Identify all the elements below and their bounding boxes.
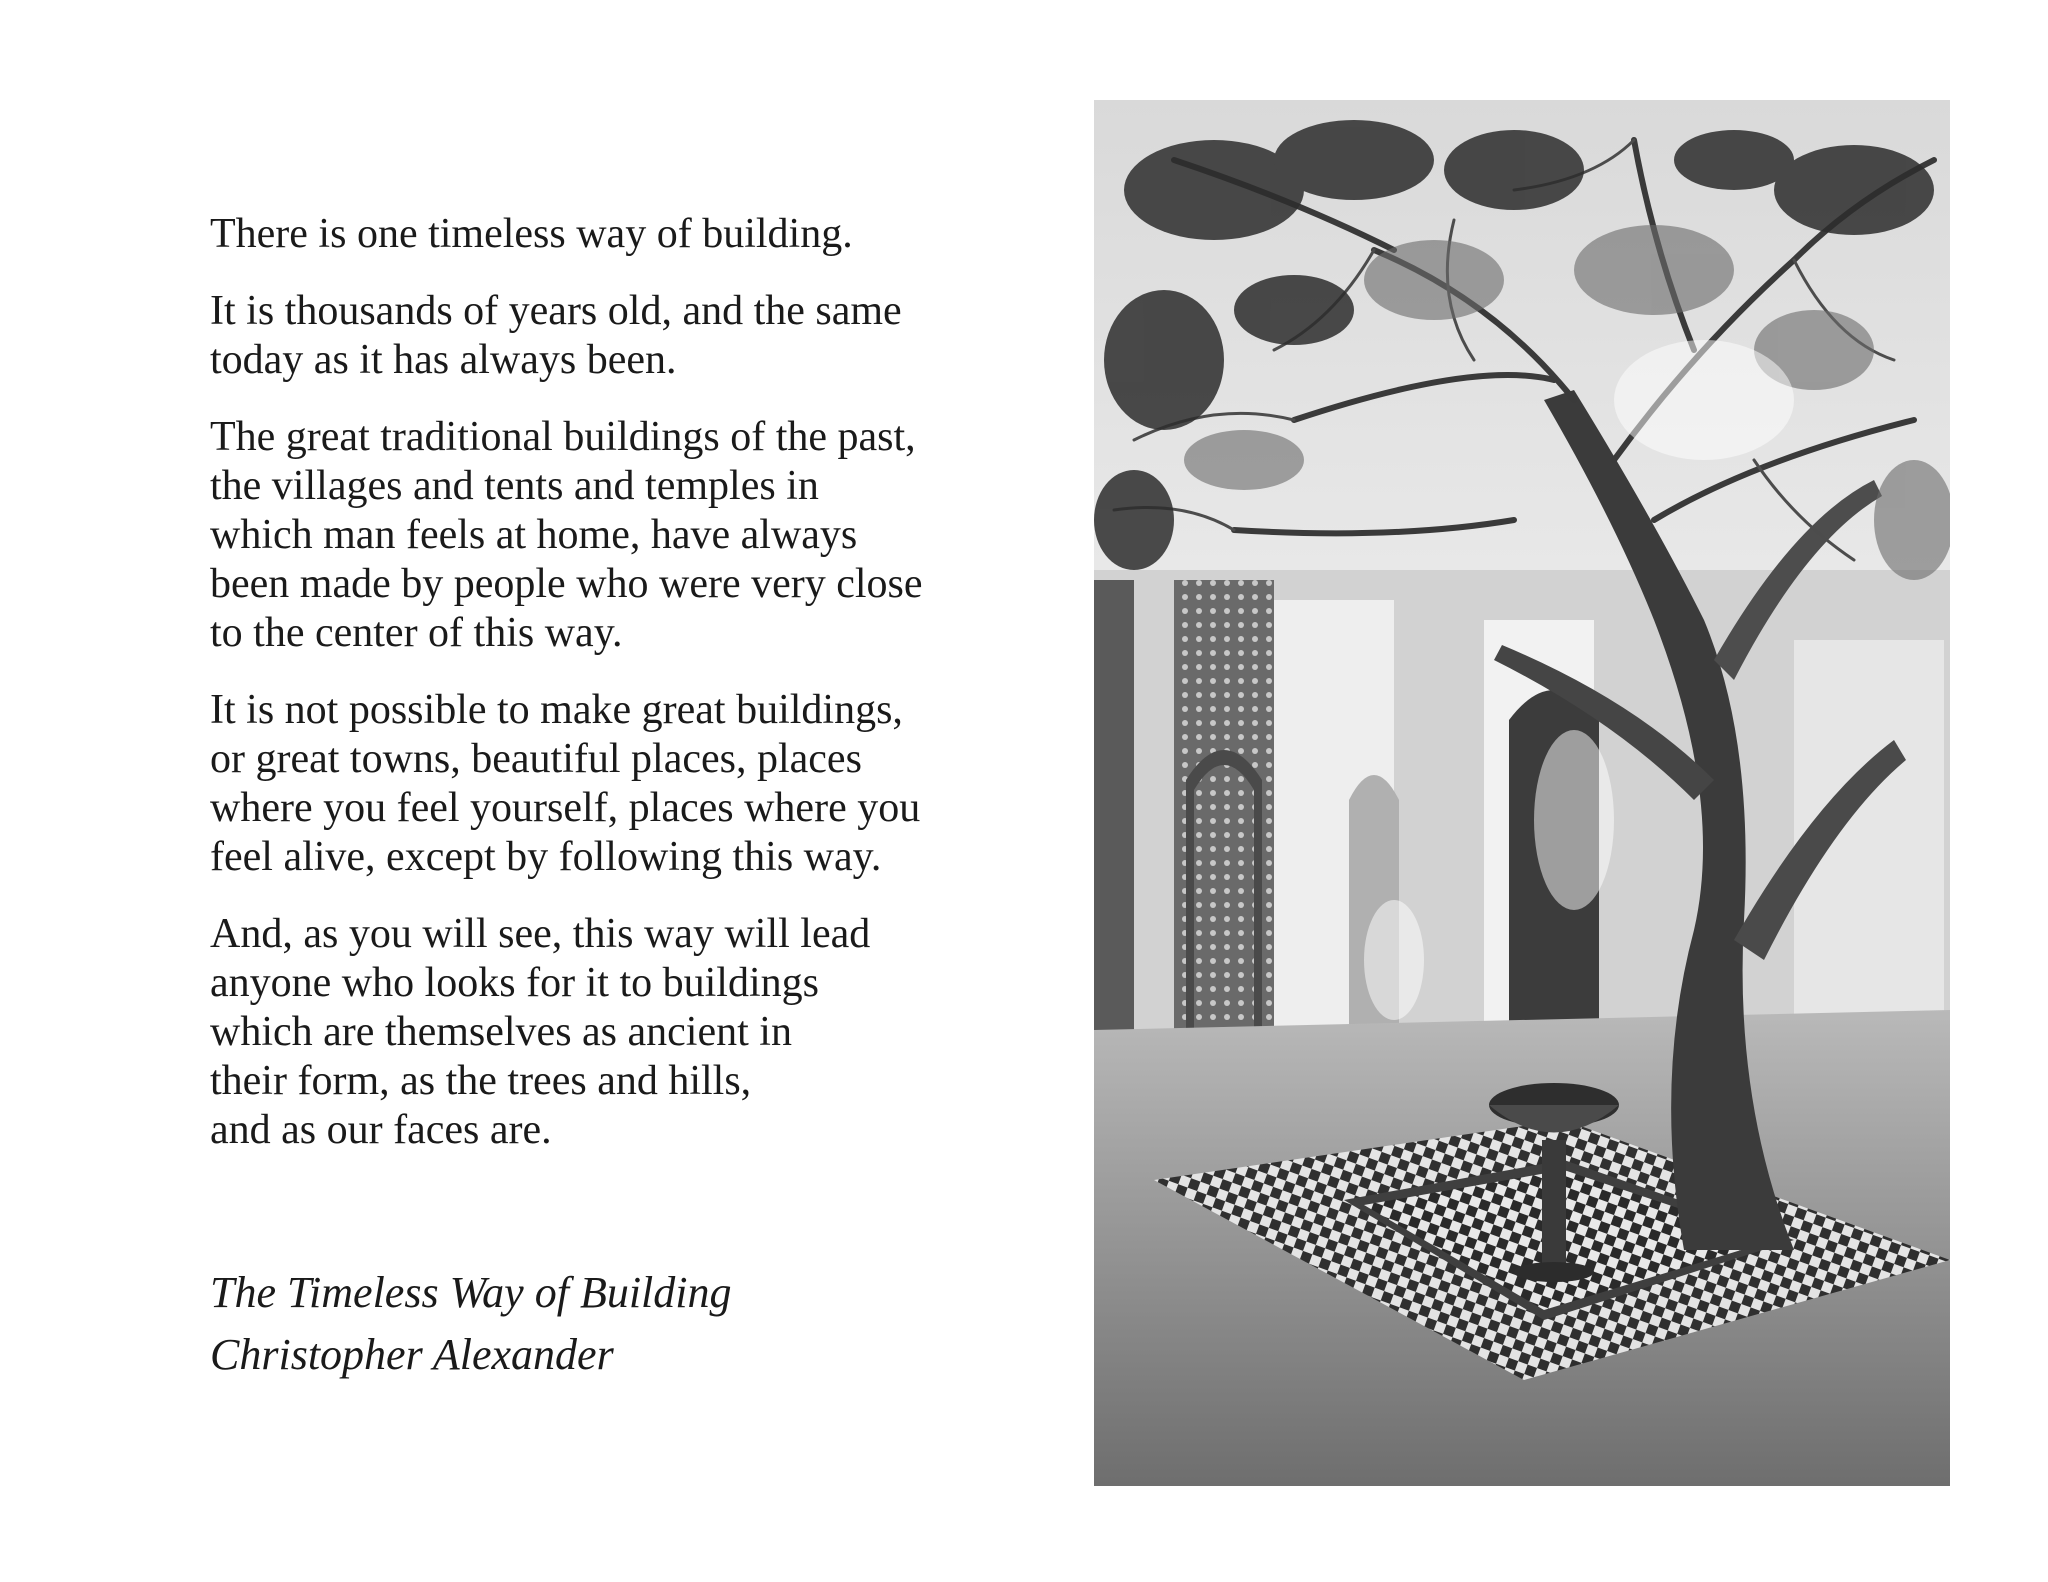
quote-paragraph-3: The great traditional buildings of the past, the villages and tents and temples in which man feels at home, have always been made by people who were very close to the center of this way. [210,414,923,656]
quote-paragraph-2: It is thousands of years old, and the same today as it has always been. [210,288,902,383]
quote-paragraph-1: There is one timeless way of building. [210,211,853,257]
courtyard-illustration [1094,100,1950,1486]
quote-paragraph-4: It is not possible to make great buildings, or great towns, beautiful places, places where you feel yourself, places where you feel alive, except by following this way. [210,687,921,880]
courtyard-photo [1094,100,1950,1486]
quote-paragraph-5: And, as you will see, this way will lead anyone who looks for it to buildings which are themselves as ancient in their form, as the trees and hills, and as our faces are. [210,911,871,1153]
quote-text [210,210,1090,1183]
citation [210,1262,1090,1386]
book-title: The Timeless Way of Building [210,1268,732,1317]
author-name: Christopher Alexander [210,1330,614,1379]
